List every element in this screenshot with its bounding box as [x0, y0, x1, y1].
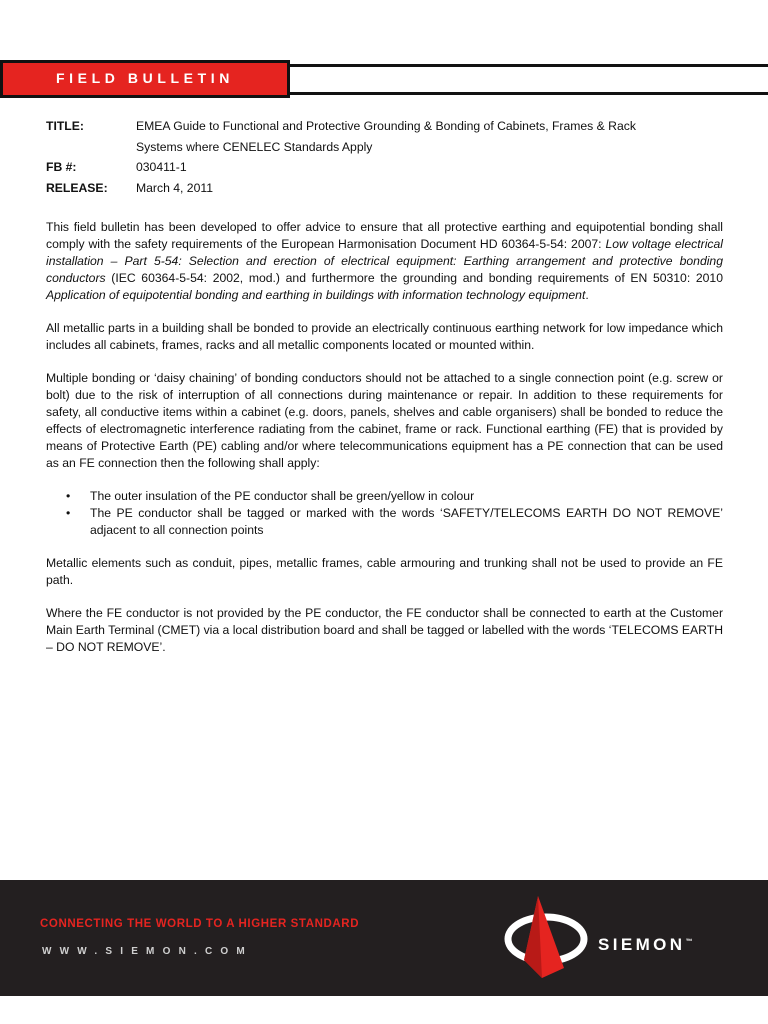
- intro-en-title: Application of equipotential bonding and earthing in buildings with information technology equipment: [46, 288, 586, 302]
- paragraph-metallic-parts: All metallic parts in a building shall be bonded to provide an electrically continuous earthing network for low impedance which includes all cabinets, frames, racks and all metallic components located or mounted within.: [46, 321, 723, 352]
- release-value: March 4, 2011: [136, 180, 214, 195]
- paragraph-fe-conductor: Where the FE conductor is not provided by the PE conductor, the FE conductor shall be connected to earth at the Customer Main Earth Terminal (CMET) via a local distribution board and shall be tagged or labelled with the words ‘TELECOMS EARTH – DO NOT REMOVE’.: [46, 606, 723, 654]
- requirements-list: [46, 488, 723, 539]
- title-label: TITLE:: [46, 119, 84, 133]
- paragraph-metallic-elements: Metallic elements such as conduit, pipes, metallic frames, cable armouring and trunking shall not be used to provide an FE path.: [46, 556, 723, 587]
- field-bulletin-banner: [0, 60, 290, 98]
- intro-standard-title: Low voltage electrical installation – Part 5-54: Selection and erection of electrical equipment: Earthing arrangement and protective bonding conductors: [46, 237, 723, 285]
- bullet-glyph: •: [66, 506, 71, 520]
- title-value-line2: Systems where CENELEC Standards Apply: [136, 139, 373, 154]
- list-item: [66, 488, 723, 505]
- intro-text-c: (IEC 60364-5-54: 2002, mod.) and furthermore the grounding and bonding requirements of EN 50310: 2010: [105, 271, 723, 285]
- meta-fb-row: [46, 157, 726, 178]
- bulletin-body: [46, 219, 723, 672]
- logo-name-text: SIEMON: [598, 935, 686, 954]
- fb-value: 030411-1: [136, 160, 187, 174]
- footer-tagline: CONNECTING THE WORLD TO A HIGHER STANDARD: [40, 918, 360, 930]
- intro-text-e: .: [585, 288, 589, 302]
- bulletin-meta: [46, 116, 726, 198]
- intro-text-a: This field bulletin has been developed to offer advice to ensure that all protective earthing and equipotential bonding shall comply with the safety requirements of the European Harmonisation Document HD 60364-5-54: 2007:: [46, 220, 723, 251]
- bullet-glyph: •: [66, 489, 71, 503]
- logo-wordmark: [598, 935, 692, 955]
- meta-release-row: [46, 178, 726, 199]
- logo-trademark: ™: [685, 938, 693, 946]
- meta-title-row: [46, 116, 726, 137]
- fb-label: FB #:: [46, 160, 77, 174]
- list-item: [66, 505, 723, 539]
- release-label: RELEASE:: [46, 180, 108, 195]
- title-value-line1: EMEA Guide to Functional and Protective Grounding & Bonding of Cabinets, Frames & Rack: [136, 119, 636, 133]
- banner-label: FIELD BULLETIN: [56, 70, 234, 86]
- list-item-text: The outer insulation of the PE conductor shall be green/yellow in colour: [90, 489, 475, 503]
- siemon-logo: [498, 890, 738, 990]
- header-rule-top: [290, 64, 768, 67]
- paragraph-intro: [46, 219, 723, 304]
- list-item-text: The PE conductor shall be tagged or marked with the words ‘SAFETY/TELECOMS EARTH DO NOT REMOVE’ adjacent to all connection points: [90, 506, 723, 537]
- title-label-spacer: [46, 137, 136, 158]
- header-rule-bottom: [290, 92, 768, 95]
- meta-title-row-2: [46, 137, 726, 158]
- footer-website: WWW.SIEMON.COM: [42, 946, 253, 957]
- footer: [0, 880, 768, 996]
- paragraph-daisy-chaining: Multiple bonding or ‘daisy chaining’ of bonding conductors should not be attached to a single connection point (e.g. screw or bolt) due to the risk of interruption of all connections during maintenance or repair. In addition to these requirements for safety, all conductive items within a cabinet (e.g. doors, panels, shelves and cable organisers) shall be bonded to reduce the effects of electromagnetic interference radiating from the cabinet, frame or rack. Functional earthing (FE) that is provided by means of Protective Earth (PE) cabling and/or where telecommunications equipment has a PE connection that can be used as an FE connection then the following shall apply:: [46, 371, 723, 470]
